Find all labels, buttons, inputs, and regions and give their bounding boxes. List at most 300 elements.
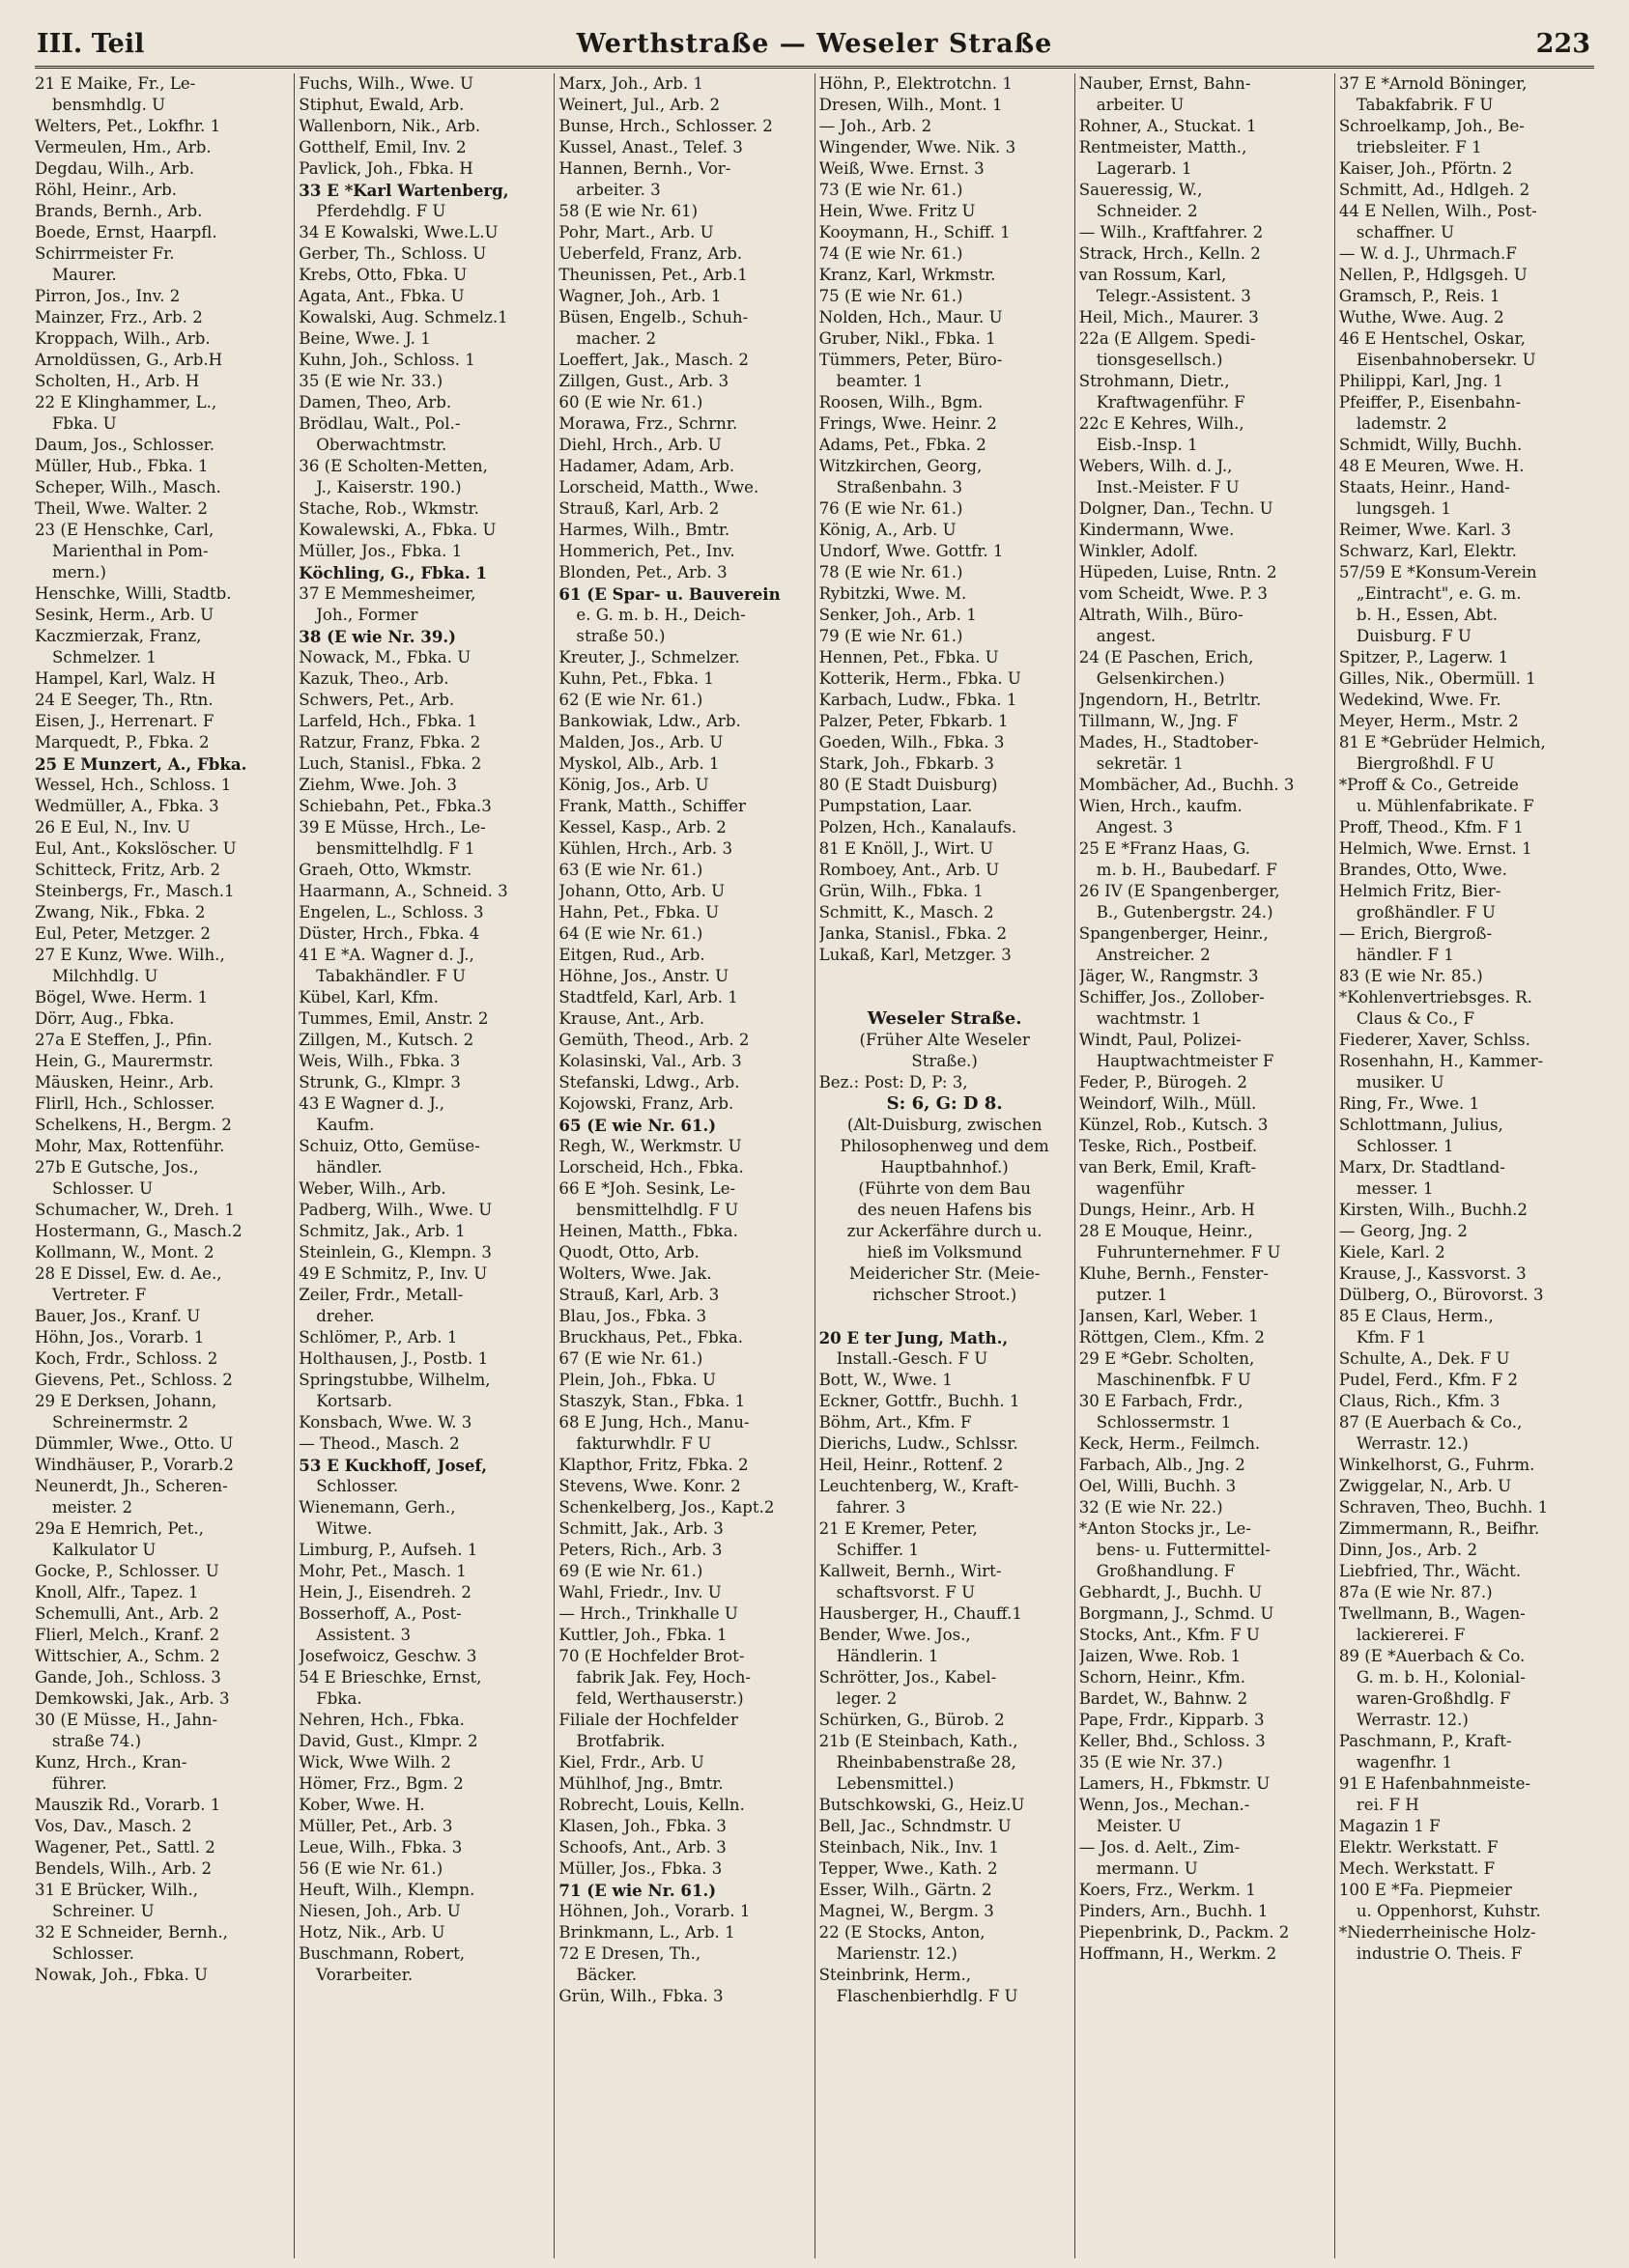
directory-line: Flierl, Melch., Kranf. 2 xyxy=(35,1626,220,1644)
directory-line: 36 (E Scholten-Metten, xyxy=(299,457,488,475)
directory-line: Lorscheid, Hch., Fbka. xyxy=(558,1158,744,1177)
directory-line: Hadamer, Adam, Arb. xyxy=(558,457,735,475)
directory-line: Pohr, Mart., Arb. U xyxy=(558,223,714,241)
directory-line: Ratzur, Franz, Fbka. 2 xyxy=(299,733,481,751)
directory-line: Schlosser. xyxy=(52,1944,134,1963)
directory-line: Heil, Mich., Maurer. 3 xyxy=(1078,308,1259,326)
directory-line: Mohr, Pet., Masch. 1 xyxy=(299,1562,467,1580)
directory-line: Brands, Bernh., Arb. xyxy=(35,202,203,220)
directory-line: lademstr. 2 xyxy=(1356,414,1447,433)
directory-line: Marienstr. 12.) xyxy=(836,1944,957,1963)
directory-line: Mech. Werkstatt. F xyxy=(1338,1859,1496,1878)
directory-line: Sesink, Herm., Arb. U xyxy=(35,606,214,624)
directory-line: Loeffert, Jak., Masch. 2 xyxy=(558,351,749,369)
directory-line: 75 (E wie Nr. 61.) xyxy=(818,287,963,305)
directory-line: Zillgen, M., Kutsch. 2 xyxy=(299,1031,474,1049)
directory-line: Bäcker. xyxy=(576,1966,638,1984)
directory-line: Henschke, Willi, Stadtb. xyxy=(35,584,232,603)
directory-line: Schiffer, Jos., Zollober- xyxy=(1078,988,1265,1006)
directory-line: Nolden, Hch., Maur. U xyxy=(818,308,1003,326)
directory-line: Inst.-Meister. F U xyxy=(1096,478,1240,496)
directory-line: schaftsvorst. F U xyxy=(836,1583,976,1602)
directory-line: Elektr. Werkstatt. F xyxy=(1338,1838,1499,1857)
directory-line: Weinert, Jul., Arb. 2 xyxy=(558,96,721,114)
directory-line: Hampel, Karl, Walz. H xyxy=(35,669,216,688)
directory-line: Steinbrink, Herm., xyxy=(818,1966,972,1984)
directory-line: Schreiner. U xyxy=(52,1902,155,1920)
directory-line: Kooymann, H., Schiff. 1 xyxy=(818,223,1011,241)
directory-line: 23 (E Henschke, Carl, xyxy=(35,521,214,539)
directory-line: Lorscheid, Matth., Wwe. xyxy=(558,478,759,496)
directory-line: Wuthe, Wwe. Aug. 2 xyxy=(1338,308,1504,326)
directory-line: Kazuk, Theo., Arb. xyxy=(299,669,449,688)
directory-line: B., Gutenbergstr. 24.) xyxy=(1096,903,1273,921)
directory-line: Diehl, Hrch., Arb. U xyxy=(558,436,722,454)
directory-line: Schenkelberg, Jos., Kapt.2 xyxy=(558,1498,775,1517)
directory-line: straße 50.) xyxy=(576,627,666,645)
directory-line: David, Gust., Klmpr. 2 xyxy=(299,1732,478,1750)
directory-line: Myskol, Alb., Arb. 1 xyxy=(558,754,720,773)
directory-line: Mades, H., Stadtober- xyxy=(1078,733,1259,751)
directory-line: Bez.: Post: D, P: 3, xyxy=(818,1073,968,1091)
directory-line: waren-Großhdlg. F xyxy=(1356,1689,1511,1708)
directory-line: Bell, Jac., Schndmstr. U xyxy=(818,1817,1012,1835)
directory-line: Hausberger, H., Chauff.1 xyxy=(818,1604,1022,1623)
directory-line: Müller, Hub., Fbka. 1 xyxy=(35,457,209,475)
directory-line: — W. d. J., Uhrmach.F xyxy=(1338,244,1517,263)
directory-line: 20 E ter Jung, Math., xyxy=(818,1328,1009,1347)
directory-line: Krebs, Otto, Fbka. U xyxy=(299,266,468,284)
directory-line: Strohmann, Dietr., xyxy=(1078,372,1230,390)
directory-line: Koch, Frdr., Schloss. 2 xyxy=(35,1349,218,1368)
directory-line: van Rossum, Karl, xyxy=(1078,266,1227,284)
directory-line: 28 E Mouque, Heinr., xyxy=(1078,1222,1253,1240)
directory-line: industrie O. Theis. F xyxy=(1356,1944,1523,1963)
directory-line: Marienthal in Pom- xyxy=(52,542,209,560)
directory-line: 76 (E wie Nr. 61.) xyxy=(818,499,963,518)
directory-line: Stark, Joh., Fbkarb. 3 xyxy=(818,754,994,773)
directory-line: Büsen, Engelb., Schuh- xyxy=(558,308,749,326)
directory-line: Strunk, G., Klmpr. 3 xyxy=(299,1073,461,1091)
directory-line: Köchling, G., Fbka. 1 xyxy=(299,563,488,582)
directory-line: Müller, Pet., Arb. 3 xyxy=(299,1817,453,1835)
directory-line: Kluhe, Bernh., Fenster- xyxy=(1078,1264,1269,1283)
directory-line: Schoofs, Ant., Arb. 3 xyxy=(558,1838,727,1857)
directory-line: Bendels, Wilh., Arb. 2 xyxy=(35,1859,213,1878)
directory-line: Theunissen, Pet., Arb.1 xyxy=(558,266,748,284)
directory-line: 66 E *Joh. Sesink, Le- xyxy=(558,1179,736,1198)
directory-line: Hauptwachtmeister F xyxy=(1096,1052,1274,1070)
directory-line: u. Mühlenfabrikate. F xyxy=(1356,797,1534,815)
directory-line: 80 (E Stadt Duisburg) xyxy=(818,776,998,794)
directory-line: 22 E Klinghammer, L., xyxy=(35,393,217,411)
directory-line: Malden, Jos., Arb. U xyxy=(558,733,724,751)
directory-line: 21 E Maike, Fr., Le- xyxy=(35,74,196,93)
directory-line: Milchhdlg. U xyxy=(52,967,158,985)
directory-line: Jansen, Karl, Weber. 1 xyxy=(1078,1307,1259,1325)
directory-line: 53 E Kuckhoff, Josef, xyxy=(299,1456,487,1475)
directory-line: Reimer, Wwe. Karl. 3 xyxy=(1338,521,1511,539)
directory-line: mermann. U xyxy=(1096,1859,1198,1878)
directory-line: Schuiz, Otto, Gemüse- xyxy=(299,1137,480,1155)
directory-line: Künzel, Rob., Kutsch. 3 xyxy=(1078,1116,1269,1134)
directory-line: messer. 1 xyxy=(1356,1179,1434,1198)
directory-line: Brödlau, Walt., Pol.- xyxy=(299,414,461,433)
directory-line: Zillgen, Gust., Arb. 3 xyxy=(558,372,729,390)
directory-line: Ring, Fr., Wwe. 1 xyxy=(1338,1094,1480,1113)
directory-line: 26 IV (E Spangenberger, xyxy=(1078,882,1280,900)
directory-line: Twellmann, B., Wagen- xyxy=(1338,1604,1526,1623)
directory-line: 21 E Kremer, Peter, xyxy=(818,1519,978,1538)
directory-line: Höhnen, Joh., Vorarb. 1 xyxy=(558,1902,751,1920)
directory-line: Pumpstation, Laar. xyxy=(818,797,973,815)
directory-line: Gerber, Th., Schloss. U xyxy=(299,244,487,263)
directory-line: Beine, Wwe. J. 1 xyxy=(299,329,431,348)
directory-line: Gruber, Nikl., Fbka. 1 xyxy=(818,329,996,348)
directory-line: Klapthor, Fritz, Fbka. 2 xyxy=(558,1456,749,1474)
directory-line: Angest. 3 xyxy=(1096,818,1174,836)
directory-line: 25 E *Franz Haas, G. xyxy=(1078,839,1251,858)
directory-line: Vos, Dav., Masch. 2 xyxy=(35,1817,192,1835)
directory-line: Schmidt, Willy, Buchh. xyxy=(1338,436,1523,454)
directory-line: Pinders, Arn., Buchh. 1 xyxy=(1078,1902,1269,1920)
directory-line: Wenn, Jos., Mechan.- xyxy=(1078,1796,1250,1814)
directory-line: Schorn, Heinr., Kfm. xyxy=(1078,1668,1245,1687)
directory-line: zur Ackerfähre durch u. xyxy=(846,1222,1043,1240)
directory-line: schaffner. U xyxy=(1356,223,1455,241)
directory-line: Höhn, P., Elektrotchn. 1 xyxy=(818,74,1013,93)
directory-line: Straßenbahn. 3 xyxy=(836,478,963,496)
directory-line: Stadtfeld, Karl, Arb. 1 xyxy=(558,988,738,1006)
directory-line: Marx, Joh., Arb. 1 xyxy=(558,74,703,93)
directory-line: Tabakhändler. F U xyxy=(316,967,466,985)
directory-line: Wedmüller, A., Fbka. 3 xyxy=(35,797,219,815)
directory-line: Quodt, Otto, Arb. xyxy=(558,1243,700,1262)
directory-line: — Erich, Biergroß- xyxy=(1338,924,1493,943)
directory-line: Mühlhof, Jng., Bmtr. xyxy=(558,1774,724,1793)
directory-line: 30 (E Müsse, H., Jahn- xyxy=(35,1711,218,1729)
directory-line: Polzen, Hch., Kanalaufs. xyxy=(818,818,1017,836)
directory-line: Kaiser, Joh., Pförtn. 2 xyxy=(1338,159,1513,178)
directory-line: 69 (E wie Nr. 61.) xyxy=(558,1562,703,1580)
directory-line: Schlömer, P., Arb. 1 xyxy=(299,1328,458,1347)
directory-line: Gande, Joh., Schloss. 3 xyxy=(35,1668,221,1687)
directory-line: Kussel, Anast., Telef. 3 xyxy=(558,138,743,156)
directory-line: Marquedt, P., Fbka. 2 xyxy=(35,733,210,751)
directory-line: Schemulli, Ant., Arb. 2 xyxy=(35,1604,219,1623)
directory-line: Kübel, Karl, Kfm. xyxy=(299,988,439,1006)
directory-line: Lamers, H., Fbkmstr. U xyxy=(1078,1774,1271,1793)
directory-line: Frings, Wwe. Heinr. 2 xyxy=(818,414,997,433)
directory-line: Oberwachtmstr. xyxy=(316,436,447,454)
directory-line: Kühlen, Hrch., Arb. 3 xyxy=(558,839,733,858)
directory-line: Schraven, Theo, Buchh. 1 xyxy=(1338,1498,1549,1517)
directory-line: Anstreicher. 2 xyxy=(1096,946,1211,964)
directory-line: Brotfabrik. xyxy=(576,1732,666,1750)
directory-line: — Georg, Jng. 2 xyxy=(1338,1222,1468,1240)
directory-line: triebsleiter. F 1 xyxy=(1356,138,1482,156)
directory-line: Filiale der Hochfelder xyxy=(558,1711,738,1729)
directory-line: 22 (E Stocks, Anton, xyxy=(818,1923,986,1942)
directory-line: Stefanski, Ldwg., Arb. xyxy=(558,1073,740,1091)
directory-line: *Kohlenvertriebsges. R. xyxy=(1338,988,1532,1006)
directory-line: Schiffer. 1 xyxy=(836,1541,920,1559)
directory-line: Marx, Dr. Stadtland- xyxy=(1338,1158,1505,1177)
directory-line: Heuft, Wilh., Klempn. xyxy=(299,1881,475,1899)
directory-line: 70 (E Hochfelder Brot- xyxy=(558,1647,745,1665)
directory-line: Schmitt, Jak., Arb. 3 xyxy=(558,1519,724,1538)
directory-line: Helmich, Wwe. Ernst. 1 xyxy=(1338,839,1532,858)
directory-line: 31 E Brücker, Wilh., xyxy=(35,1881,199,1899)
directory-line: Fiederer, Xaver, Schlss. xyxy=(1338,1031,1530,1049)
directory-line: Weindorf, Wilh., Müll. xyxy=(1078,1094,1257,1113)
directory-line: b. H., Essen, Abt. xyxy=(1356,606,1499,624)
directory-line: Schlosser. U xyxy=(52,1179,154,1198)
directory-line: Karbach, Ludw., Fbka. 1 xyxy=(818,691,1017,709)
directory-line: 32 E Schneider, Bernh., xyxy=(35,1923,228,1942)
directory-line: Krause, Ant., Arb. xyxy=(558,1009,705,1028)
directory-line: Kaufm. xyxy=(316,1116,375,1134)
directory-line: beamter. 1 xyxy=(836,372,924,390)
directory-line: 32 (E wie Nr. 22.) xyxy=(1078,1498,1223,1517)
directory-line: leger. 2 xyxy=(836,1689,898,1708)
directory-line: Maurer. xyxy=(52,266,117,284)
directory-line: Bender, Wwe. Jos., xyxy=(818,1626,971,1644)
directory-line: sekretär. 1 xyxy=(1096,754,1184,773)
street-range-title: Werthstraße — Weseler Straße xyxy=(576,29,1053,59)
directory-line: Blonden, Pet., Arb. 3 xyxy=(558,563,728,581)
directory-line: Gemüth, Theod., Arb. 2 xyxy=(558,1031,750,1049)
directory-line: 39 E Müsse, Hrch., Le- xyxy=(299,818,486,836)
directory-line: Niesen, Joh., Arb. U xyxy=(299,1902,461,1920)
directory-line: Theil, Wwe. Walter. 2 xyxy=(35,499,208,518)
directory-line: Lagerarb. 1 xyxy=(1096,159,1192,178)
directory-line: Fuchs, Wilh., Wwe. U xyxy=(299,74,474,93)
directory-line: Pferdehdlg. F U xyxy=(316,202,446,220)
directory-line: Zimmermann, R., Beifhr. xyxy=(1338,1519,1540,1538)
directory-line: Mohr, Max, Rottenführ. xyxy=(35,1137,225,1155)
directory-line: Stache, Rob., Wkmstr. xyxy=(299,499,479,518)
directory-line: — Wilh., Kraftfahrer. 2 xyxy=(1078,223,1264,241)
directory-line: G. m. b. H., Kolonial- xyxy=(1356,1668,1526,1687)
directory-line: Wingender, Wwe. Nik. 3 xyxy=(818,138,1016,156)
directory-line: fahrer. 3 xyxy=(836,1498,906,1517)
directory-line: 33 E *Karl Wartenberg, xyxy=(299,181,509,200)
directory-line: Telegr.-Assistent. 3 xyxy=(1096,287,1251,305)
directory-line: Fbka. xyxy=(316,1689,362,1708)
directory-line: Webers, Wilh. d. J., xyxy=(1078,457,1233,475)
directory-line: händler. xyxy=(316,1158,383,1177)
directory-line: *Proff & Co., Getreide xyxy=(1338,776,1519,794)
directory-line: macher. 2 xyxy=(576,329,657,348)
directory-line: Rosenhahn, H., Kammer- xyxy=(1338,1052,1544,1070)
directory-line: Tümmers, Peter, Büro- xyxy=(818,351,1003,369)
directory-line: Nehren, Hch., Fbka. xyxy=(299,1711,465,1729)
directory-line: 58 (E wie Nr. 61) xyxy=(558,202,699,220)
directory-line: 61 (E Spar- u. Bauverein xyxy=(558,584,781,604)
directory-line: „Eintracht", e. G. m. xyxy=(1356,584,1522,603)
directory-line: Schmelzer. 1 xyxy=(52,648,157,666)
directory-line: Stocks, Ant., Kfm. F U xyxy=(1078,1626,1260,1644)
directory-line: 29 E Derksen, Johann, xyxy=(35,1392,217,1410)
directory-line: händler. F 1 xyxy=(1356,946,1454,964)
directory-line: Kallweit, Bernh., Wirt- xyxy=(818,1562,1002,1580)
directory-line: Nowack, M., Fbka. U xyxy=(299,648,472,666)
directory-line: Hauptbahnhof.) xyxy=(880,1158,1009,1177)
directory-line: bensmhdlg. U xyxy=(52,96,166,114)
directory-line: Strack, Hrch., Kelln. 2 xyxy=(1078,244,1261,263)
directory-line: Bruckhaus, Pet., Fbka. xyxy=(558,1328,744,1347)
directory-line: Rheinbabenstraße 28, xyxy=(836,1753,1016,1772)
directory-line: Bott, W., Wwe. 1 xyxy=(818,1371,953,1389)
directory-line: vom Scheidt, Wwe. P. 3 xyxy=(1078,584,1268,603)
directory-line: Weber, Wilh., Arb. xyxy=(299,1179,446,1198)
directory-line: 63 (E wie Nr. 61.) xyxy=(558,861,703,879)
directory-line: J., Kaiserstr. 190.) xyxy=(316,478,462,496)
directory-line: des neuen Hafens bis xyxy=(857,1201,1032,1219)
directory-line: Liebfried, Thr., Wächt. xyxy=(1338,1562,1522,1580)
directory-line: Paschmann, P., Kraft- xyxy=(1338,1732,1512,1750)
directory-line: Winkelhorst, G., Fuhrm. xyxy=(1338,1456,1535,1474)
directory-line: Buschmann, Robert, xyxy=(299,1944,466,1963)
directory-line: Stiphut, Ewald, Arb. xyxy=(299,96,465,114)
directory-line: Schürken, G., Bürob. 2 xyxy=(818,1711,1005,1729)
directory-line: Eisb.-Insp. 1 xyxy=(1096,436,1198,454)
directory-line: Dresen, Wilh., Mont. 1 xyxy=(818,96,1003,114)
directory-line: musiker. U xyxy=(1356,1073,1444,1091)
directory-line: Hommerich, Pet., Inv. xyxy=(558,542,735,560)
directory-line: Engelen, L., Schloss. 3 xyxy=(299,903,484,921)
directory-line: Kreuter, J., Schmelzer. xyxy=(558,648,740,666)
directory-line: meister. 2 xyxy=(52,1498,133,1517)
directory-line: Steinbergs, Fr., Masch.1 xyxy=(35,882,235,900)
directory-line: 87a (E wie Nr. 87.) xyxy=(1338,1583,1493,1602)
directory-line: tionsgesellsch.) xyxy=(1096,351,1223,369)
directory-line: Wolters, Wwe. Jak. xyxy=(558,1264,712,1283)
directory-line: Staszyk, Stan., Fbka. 1 xyxy=(558,1392,746,1410)
directory-line: wagenfhr. 1 xyxy=(1356,1753,1453,1772)
directory-line: Hannen, Bernh., Vor- xyxy=(558,159,731,178)
directory-line: Gebhardt, J., Buchh. U xyxy=(1078,1583,1263,1602)
directory-line: 71 (E wie Nr. 61.) xyxy=(558,1881,717,1900)
directory-line: Vorarbeiter. xyxy=(316,1966,414,1984)
directory-line: Kessel, Kasp., Arb. 2 xyxy=(558,818,727,836)
directory-line: Limburg, P., Aufseh. 1 xyxy=(299,1541,478,1559)
directory-line: e. G. m. b. H., Deich- xyxy=(576,606,746,624)
directory-line: Brandes, Otto, Wwe. xyxy=(1338,861,1507,879)
directory-line: lackiererei. F xyxy=(1356,1626,1466,1644)
directory-line: 21b (E Steinbach, Kath., xyxy=(818,1732,1018,1750)
directory-line: S: 6, G: D 8. xyxy=(886,1093,1003,1114)
directory-line: Kojowski, Franz, Arb. xyxy=(558,1094,734,1113)
directory-line: Witzkirchen, Georg, xyxy=(818,457,983,475)
directory-line: Flaschenbierhdlg. F U xyxy=(836,1987,1018,2005)
directory-line: rei. F H xyxy=(1356,1796,1419,1814)
directory-line: Oel, Willi, Buchh. 3 xyxy=(1078,1477,1237,1495)
directory-line: Morawa, Frz., Schrnr. xyxy=(558,414,738,433)
directory-line: Welters, Pet., Lokfhr. 1 xyxy=(35,117,221,135)
directory-line: Schulte, A., Dek. F U xyxy=(1338,1349,1510,1368)
directory-line: Wahl, Friedr., Inv. U xyxy=(558,1583,722,1602)
directory-line: Dülberg, O., Bürovorst. 3 xyxy=(1338,1286,1544,1304)
directory-line xyxy=(819,987,1071,1008)
directory-line: Graeh, Otto, Wkmstr. xyxy=(299,861,472,879)
directory-line: bens- u. Futtermittel- xyxy=(1096,1541,1271,1559)
directory-line: *Niederrheinische Holz- xyxy=(1338,1923,1536,1942)
directory-line: Strauß, Karl, Arb. 2 xyxy=(558,499,720,518)
directory-line: Dümmler, Wwe., Otto. U xyxy=(35,1434,234,1453)
directory-line: Assistent. 3 xyxy=(316,1626,412,1644)
directory-line: 65 (E wie Nr. 61.) xyxy=(558,1116,717,1135)
directory-line: Haarmann, A., Schneid. 3 xyxy=(299,882,508,900)
directory-line: Rentmeister, Matth., xyxy=(1078,138,1247,156)
directory-line: Hotz, Nik., Arb. U xyxy=(299,1923,445,1942)
directory-line: 25 E Munzert, A., Fbka. xyxy=(35,754,247,774)
page-header xyxy=(35,29,1594,69)
directory-line: König, A., Arb. U xyxy=(818,521,957,539)
directory-line: Wedekind, Wwe. Fr. xyxy=(1338,691,1501,709)
directory-line: 81 E *Gebrüder Helmich, xyxy=(1338,733,1546,751)
directory-line: Kfm. F 1 xyxy=(1356,1328,1427,1347)
directory-line: Claus & Co., F xyxy=(1356,1009,1474,1028)
directory-line: Bankowiak, Ldw., Arb. xyxy=(558,712,741,730)
directory-line: 89 (E *Auerbach & Co. xyxy=(1338,1647,1526,1665)
directory-line: Peters, Rich., Arb. 3 xyxy=(558,1541,723,1559)
directory-line: Müller, Jos., Fbka. 1 xyxy=(299,542,463,560)
directory-line: Bunse, Hrch., Schlosser. 2 xyxy=(558,117,773,135)
directory-line: Kortsarb. xyxy=(316,1392,393,1410)
directory-line: Knoll, Alfr., Tapez. 1 xyxy=(35,1583,199,1602)
directory-line: 30 E Farbach, Frdr., xyxy=(1078,1392,1243,1410)
directory-line: Nauber, Ernst, Bahn- xyxy=(1078,74,1251,93)
directory-line: — Hrch., Trinkhalle U xyxy=(558,1604,738,1623)
directory-line: Düster, Hrch., Fbka. 4 xyxy=(299,924,480,943)
directory-line: Helmich Fritz, Bier- xyxy=(1338,882,1501,900)
directory-line: 38 (E wie Nr. 39.) xyxy=(299,627,457,646)
directory-line: Werrastr. 12.) xyxy=(1356,1434,1469,1453)
directory-line: Adams, Pet., Fbka. 2 xyxy=(818,436,986,454)
directory-line: Heinen, Matth., Fbka. xyxy=(558,1222,738,1240)
directory-line: Kiel, Frdr., Arb. U xyxy=(558,1753,704,1772)
directory-line: Witwe. xyxy=(316,1519,373,1538)
directory-line: Zeiler, Frdr., Metall- xyxy=(299,1286,464,1304)
directory-line: bensmittelhdlg. F U xyxy=(576,1201,739,1219)
directory-line: Schreinermstr. 2 xyxy=(52,1413,188,1432)
directory-line: Ueberfeld, Franz, Arb. xyxy=(558,244,743,263)
directory-line: Pape, Frdr., Kipparb. 3 xyxy=(1078,1711,1265,1729)
directory-line: Gelsenkirchen.) xyxy=(1096,669,1225,688)
directory-line: Zwang, Nik., Fbka. 2 xyxy=(35,903,206,921)
directory-line: Jäger, W., Rangmstr. 3 xyxy=(1078,967,1259,985)
directory-line: Mauszik Rd., Vorarb. 1 xyxy=(35,1796,221,1814)
directory-line: Mäusken, Heinr., Arb. xyxy=(35,1073,214,1091)
directory-line: Hahn, Pet., Fbka. U xyxy=(558,903,720,921)
directory-line: Fuhrunternehmer. F U xyxy=(1096,1243,1281,1262)
directory-line: Kunz, Hrch., Kran- xyxy=(35,1753,187,1772)
directory-line: Magazin 1 F xyxy=(1338,1817,1441,1835)
directory-line: Kuhn, Pet., Fbka. 1 xyxy=(558,669,714,688)
directory-line: Damen, Theo, Arb. xyxy=(299,393,452,411)
directory-line: Meister. U xyxy=(1096,1817,1182,1835)
directory-line: Schelkens, H., Bergm. 2 xyxy=(35,1116,232,1134)
directory-line: Kuhn, Joh., Schloss. 1 xyxy=(299,351,475,369)
directory-line: Spangenberger, Heinr., xyxy=(1078,924,1269,943)
directory-line: Weseler Straße. xyxy=(867,1008,1022,1029)
directory-line: fakturwhdlr. F U xyxy=(576,1434,712,1453)
directory-line: Wien, Hrch., kaufm. xyxy=(1078,797,1243,815)
directory-line: richscher Stroot.) xyxy=(872,1286,1017,1304)
directory-line: Daum, Jos., Schlosser. xyxy=(35,436,215,454)
